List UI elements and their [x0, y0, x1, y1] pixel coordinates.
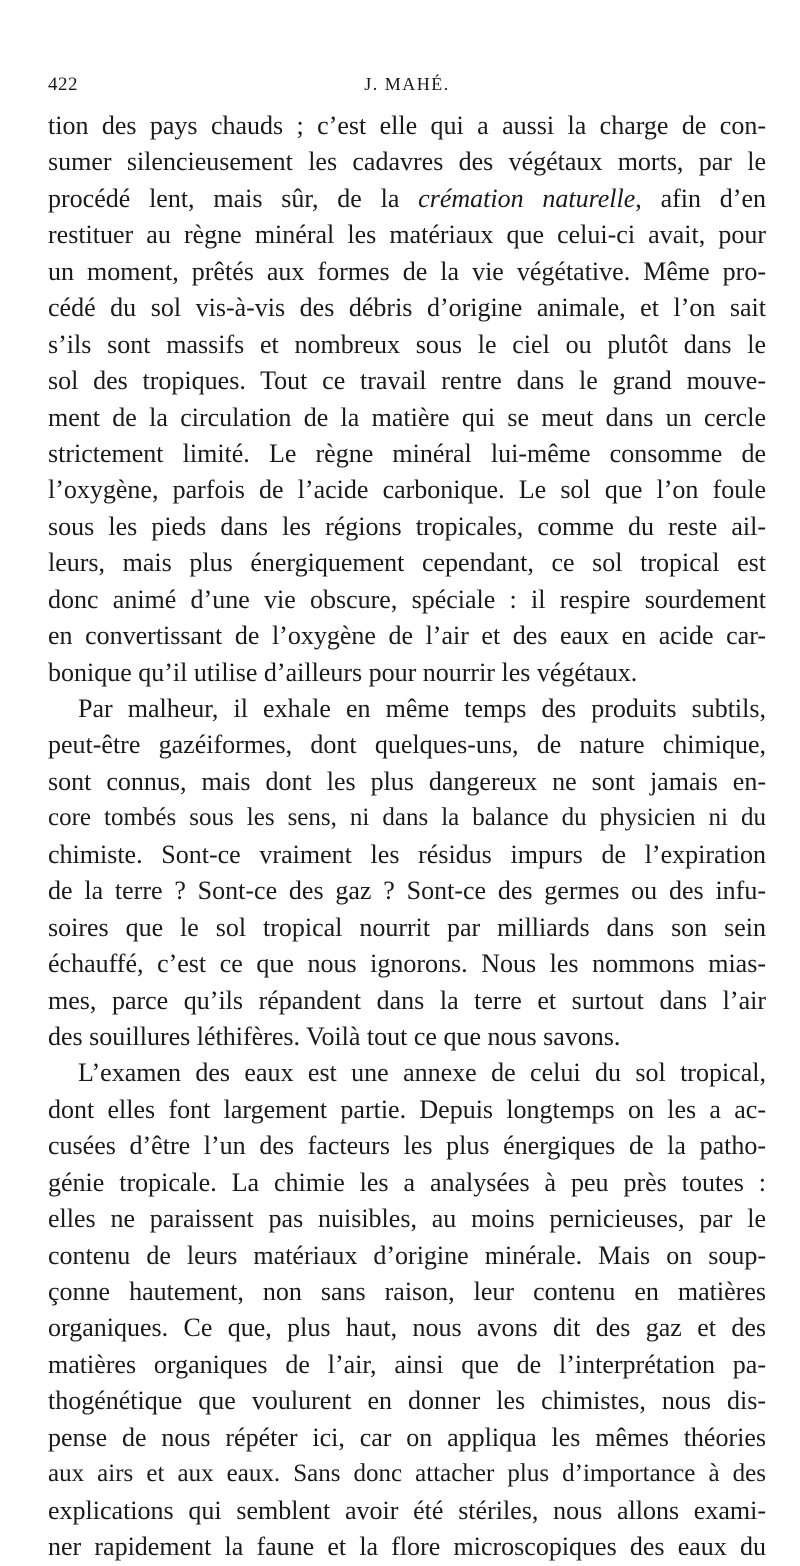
text-line: chimiste. Sont-ce vraiment les résidus impurs de l’expiration — [48, 839, 766, 869]
text-line: organiques. Ce que, plus haut, nous avons dit des gaz et des — [48, 1313, 766, 1343]
text-line: cédé du sol vis-à-vis des débris d’origine animale, et l’on sait — [48, 293, 766, 323]
paragraph-start-line: Par malheur, il exhale en même temps des produits subtils, — [78, 694, 766, 723]
text-segment: , afin d’en — [635, 183, 767, 213]
text-line: échauffé, c’est ce que nous ignorons. Nous les nommons mias- — [48, 949, 766, 979]
text-line: génie tropicale. La chimie les a analysées à peu près toutes : — [48, 1167, 766, 1197]
paragraph-start-line: L’examen des eaux est une annexe de celui du sol tropical, — [78, 1058, 766, 1088]
text-line: ment de la circulation de la matière qui se meut dans un cercle — [48, 402, 766, 432]
text-line: sont connus, mais dont les plus dangereux ne sont jamais en- — [48, 766, 766, 796]
text-line: elles ne paraissent pas nuisibles, au moins pernicieuses, par le — [48, 1204, 766, 1234]
text-line: donc animé d’une vie obscure, spéciale : il respire sourdement — [48, 584, 766, 614]
text-line: çonne hautement, non sans raison, leur contenu en matières — [48, 1277, 766, 1306]
text-line: s’ils sont massifs et nombreux sous le ciel ou plutôt dans le — [48, 329, 766, 359]
text-line: sol des tropiques. Tout ce travail rentre dans le grand mouve- — [48, 366, 766, 396]
running-title-author: J. MAHÉ. — [364, 74, 450, 94]
text-line: thogénétique que voulurent en donner les chimistes, nous dis- — [48, 1386, 766, 1416]
text-line: sumer silencieusement les cadavres des végétaux morts, par le — [48, 147, 766, 177]
running-head — [48, 68, 766, 108]
text-line: de la terre ? Sont-ce des gaz ? Sont-ce des germes ou des infu- — [48, 876, 766, 906]
body-text — [48, 108, 766, 1566]
text-line — [48, 181, 766, 217]
text-line: sous les pieds dans les régions tropicales, comme du reste ail- — [48, 511, 766, 541]
text-line: tion des pays chauds ; c’est elle qui a aussi la charge de con- — [48, 111, 766, 140]
text-line: cusées d’être l’un des facteurs les plus énergiques de la patho- — [48, 1131, 766, 1161]
text-line: matières organiques de l’air, ainsi que de l’interprétation pa- — [48, 1349, 766, 1379]
text-line: contenu de leurs matériaux d’origine minérale. Mais on soup- — [48, 1240, 766, 1270]
text-line: pense de nous répéter ici, car on appliqua les mêmes théories — [48, 1422, 766, 1452]
text-line: dont elles font largement partie. Depuis longtemps on les a ac- — [48, 1094, 766, 1124]
text-line: leurs, mais plus énergiquement cependant, ce sol tropical est — [48, 548, 766, 578]
text-line: strictement limité. Le règne minéral lui-même consomme de — [48, 438, 766, 468]
document-page — [48, 68, 766, 1566]
text-line: soires que le sol tropical nourrit par milliards dans son sein — [48, 912, 766, 942]
text-line: ner rapidement la faune et la flore microscopiques des eaux du — [48, 1532, 766, 1562]
text-line: des souillures léthifères. Voilà tout ce que nous savons. — [48, 1021, 621, 1051]
text-line: en convertissant de l’oxygène de l’air et des eaux en acide car- — [48, 621, 766, 651]
italic-phrase: crémation naturelle — [418, 183, 636, 213]
text-line: un moment, prêtés aux formes de la vie végétative. Même pro- — [48, 256, 766, 286]
text-line: aux airs et aux eaux. Sans donc attacher plus d’importance à des — [48, 1460, 766, 1488]
text-segment: procédé lent, mais sûr, de la — [48, 183, 400, 213]
text-line: peut-être gazéiformes, dont quelques-uns, de nature chimique, — [48, 730, 766, 760]
text-line: mes, parce qu’ils répandent dans la terre et surtout dans l’air — [48, 985, 766, 1015]
text-line: bonique qu’il utilise d’ailleurs pour nourrir les végétaux. — [48, 657, 638, 687]
text-line: core tombés sous les sens, ni dans la balance du physicien ni du — [48, 804, 766, 832]
text-line: explications qui semblent avoir été stériles, nous allons exami- — [48, 1495, 766, 1525]
text-line: l’oxygène, parfois de l’acide carbonique. Le sol que l’on foule — [48, 475, 766, 505]
text-line: restituer au règne minéral les matériaux que celui-ci avait, pour — [48, 220, 766, 250]
page-number: 422 — [48, 74, 78, 95]
